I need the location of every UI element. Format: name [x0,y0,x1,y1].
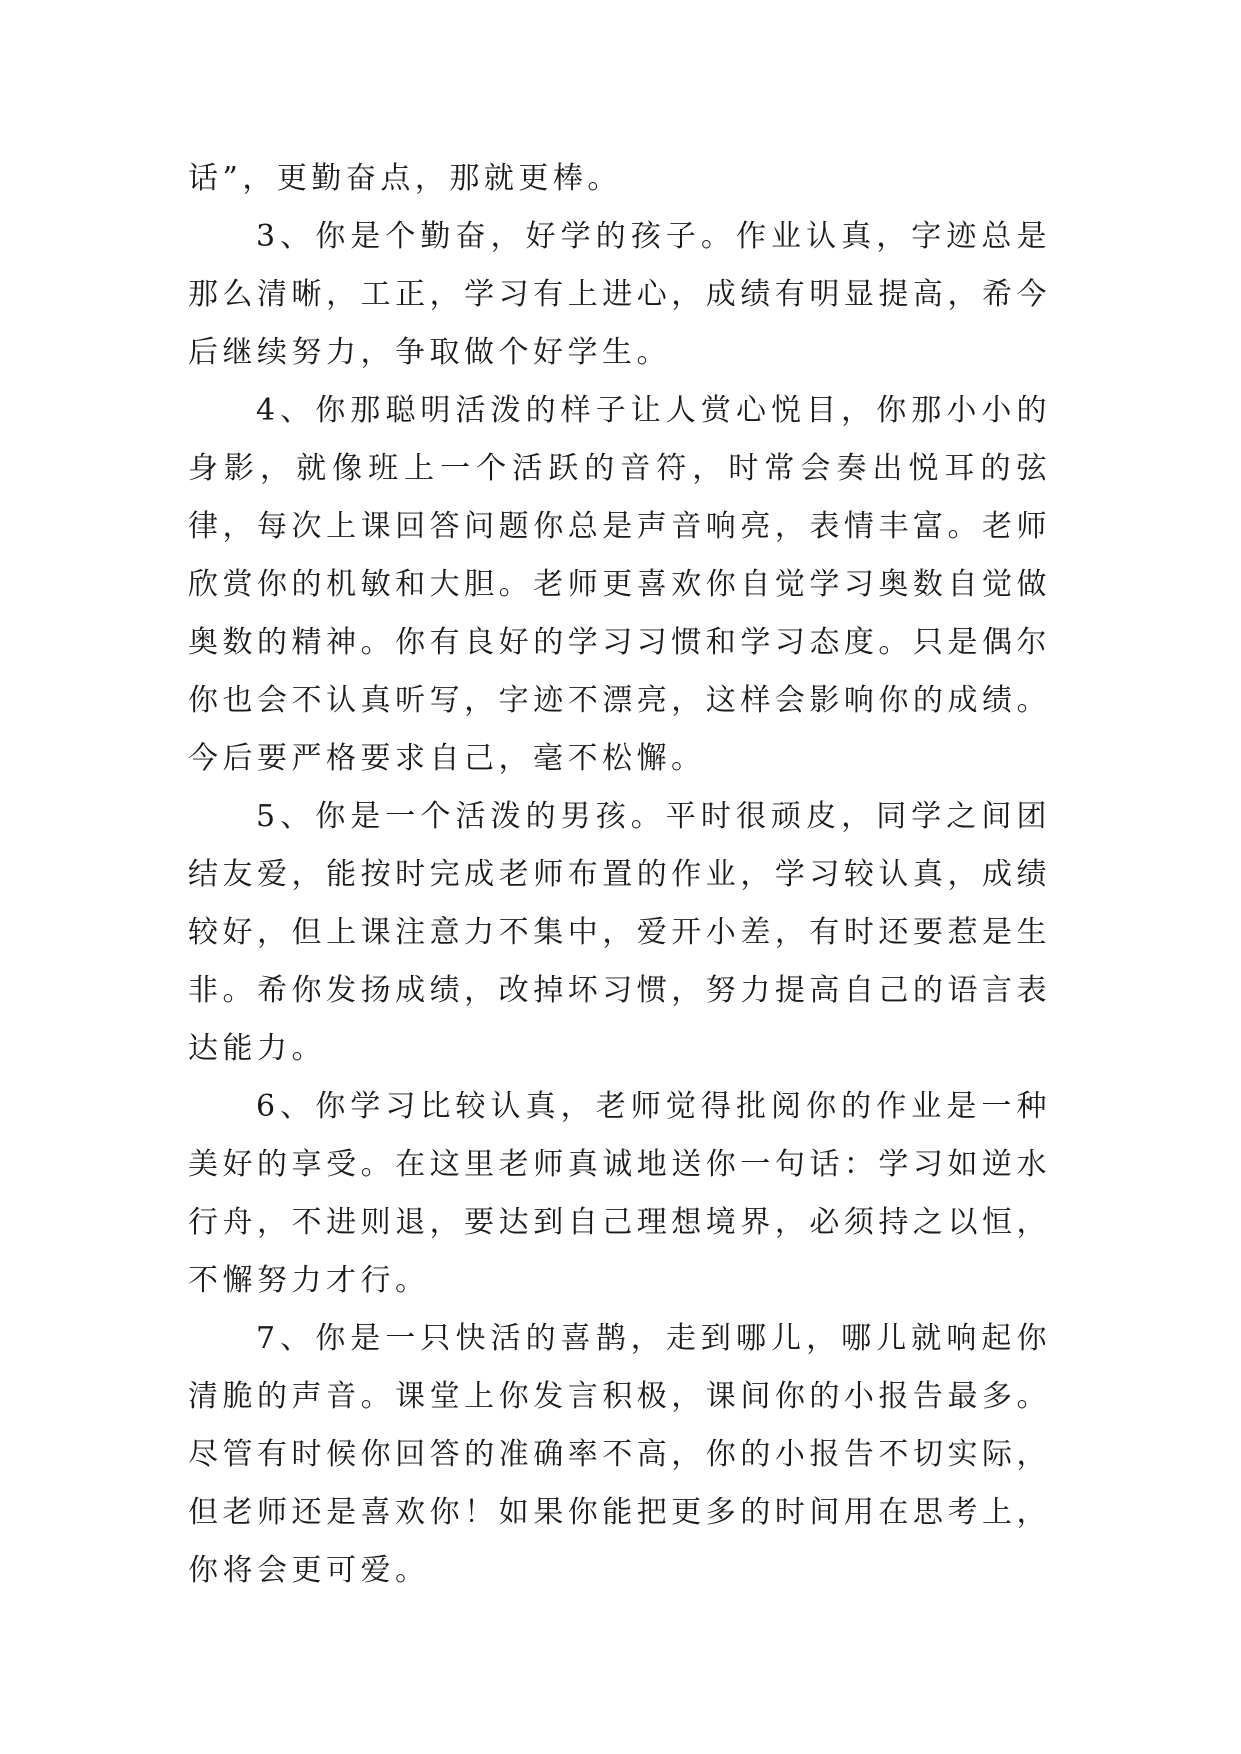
paragraph-comment-6: 6、你学习比较认真，老师觉得批阅你的作业是一种美好的享受。在这里老师真诚地送你一句话：学习如逆水行舟，不进则退，要达到自己理想境界，必须持之以恒，不懈努力才行。 [188,1089,1051,1298]
paragraph-continuation: 话”，更勤奋点，那就更棒。 [188,161,622,196]
paragraph-comment-4: 4、你那聪明活泼的样子让人赏心悦目，你那小小的身影，就像班上一个活跃的音符，时常会奏出悦耳的弦律，每次上课回答问题你总是声音响亮，表情丰富。老师欣赏你的机敏和大胆。老师更喜欢你自觉学习奥数自觉做奥数的精神。你有良好的学习习惯和学习态度。只是偶尔你也会不认真听写，字迹不漂亮，这样会影响你的成绩。今后要严格要求自己，毫不松懈。 [188,393,1051,776]
paragraph-comment-5: 5、你是一个活泼的男孩。平时很顽皮，同学之间团结友爱，能按时完成老师布置的作业，学习较认真，成绩较好，但上课注意力不集中，爱开小差，有时还要惹是生非。希你发扬成绩，改掉坏习惯，努力提高自己的语言表达能力。 [188,799,1051,1066]
paragraph-comment-7: 7、你是一只快活的喜鹊，走到哪儿，哪儿就响起你清脆的声音。课堂上你发言积极，课间你的小报告最多。尽管有时候你回答的准确率不高，你的小报告不切实际，但老师还是喜欢你！如果你能把更多的时间用在思考上，你将会更可爱。 [188,1321,1051,1588]
paragraph-comment-3: 3、你是个勤奋，好学的孩子。作业认真，字迹总是那么清晰，工正，学习有上进心，成绩有明显提高，希今后继续努力，争取做个好学生。 [188,219,1051,370]
document-body [188,150,1051,1600]
